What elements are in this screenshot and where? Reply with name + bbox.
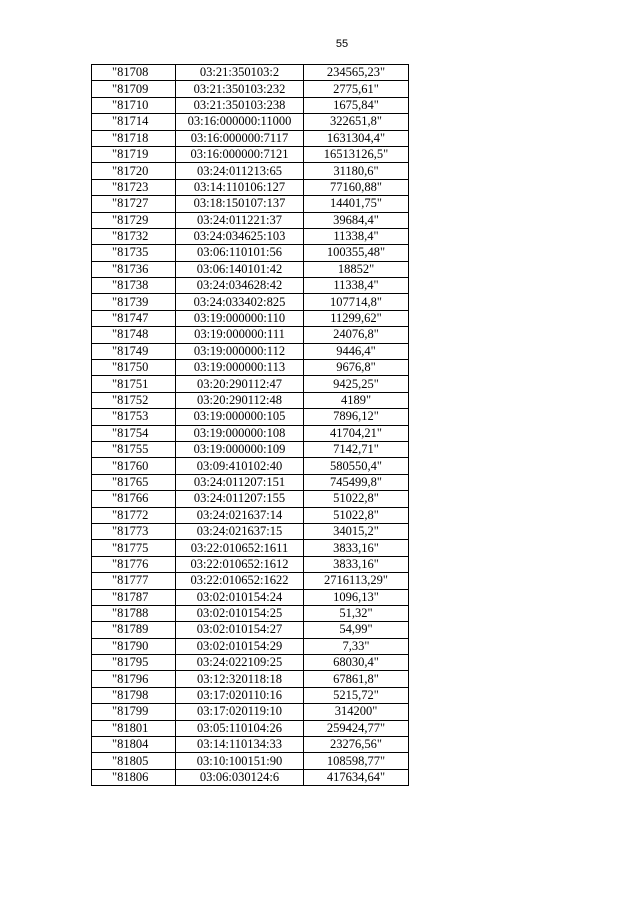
cadastral-number-cell: 03:06:140101:42	[176, 261, 304, 277]
value-cell: 745499,8"	[304, 474, 409, 490]
table-row	[92, 769, 409, 785]
cadastral-number-cell: 03:09:410102:40	[176, 458, 304, 474]
table-row	[92, 327, 409, 343]
value-cell: 2775,61"	[304, 81, 409, 97]
cadastral-number-cell: 03:24:011207:155	[176, 491, 304, 507]
value-cell: 68030,4"	[304, 655, 409, 671]
value-cell: 100355,48"	[304, 245, 409, 261]
record-id-cell: "81787	[92, 589, 176, 605]
record-id-cell: "81735	[92, 245, 176, 261]
value-cell: 4189"	[304, 392, 409, 408]
record-id-cell: "81806	[92, 769, 176, 785]
value-cell: 11299,62"	[304, 310, 409, 326]
record-id-cell: "81748	[92, 327, 176, 343]
table-row	[92, 622, 409, 638]
record-id-cell: "81749	[92, 343, 176, 359]
value-cell: 14401,75"	[304, 196, 409, 212]
record-id-cell: "81776	[92, 556, 176, 572]
record-id-cell: "81736	[92, 261, 176, 277]
table-row	[92, 556, 409, 572]
record-id-cell: "81799	[92, 704, 176, 720]
record-id-cell: "81709	[92, 81, 176, 97]
cadastral-number-cell: 03:24:034625:103	[176, 228, 304, 244]
cadastral-number-cell: 03:19:000000:110	[176, 310, 304, 326]
value-cell: 9425,25"	[304, 376, 409, 392]
record-id-cell: "81747	[92, 310, 176, 326]
cadastral-number-cell: 03:24:021637:15	[176, 523, 304, 539]
cadastral-number-cell: 03:22:010652:1622	[176, 573, 304, 589]
cadastral-number-cell: 03:16:000000:11000	[176, 114, 304, 130]
page-number: 55	[335, 38, 349, 50]
cadastral-number-cell: 03:24:011213:65	[176, 163, 304, 179]
value-cell: 11338,4"	[304, 228, 409, 244]
value-cell: 2716113,29"	[304, 573, 409, 589]
cadastral-number-cell: 03:14:110134:33	[176, 737, 304, 753]
cadastral-number-cell: 03:14:110106:127	[176, 179, 304, 195]
table-row	[92, 425, 409, 441]
value-cell: 9446,4"	[304, 343, 409, 359]
cadastral-number-cell: 03:16:000000:7117	[176, 130, 304, 146]
table-row	[92, 212, 409, 228]
cadastral-number-cell: 03:02:010154:25	[176, 605, 304, 621]
value-cell: 67861,8"	[304, 671, 409, 687]
value-cell: 51022,8"	[304, 491, 409, 507]
table-row	[92, 491, 409, 507]
cadastral-number-cell: 03:17:020110:16	[176, 687, 304, 703]
table-row	[92, 687, 409, 703]
value-cell: 54,99"	[304, 622, 409, 638]
value-cell: 24076,8"	[304, 327, 409, 343]
cadastral-number-cell: 03:10:100151:90	[176, 753, 304, 769]
value-cell: 34015,2"	[304, 523, 409, 539]
record-id-cell: "81805	[92, 753, 176, 769]
table-row	[92, 507, 409, 523]
record-id-cell: "81714	[92, 114, 176, 130]
record-id-cell: "81773	[92, 523, 176, 539]
table-row	[92, 245, 409, 261]
record-id-cell: "81777	[92, 573, 176, 589]
value-cell: 3833,16"	[304, 540, 409, 556]
cadastral-number-cell: 03:16:000000:7121	[176, 146, 304, 162]
cadastral-number-cell: 03:21:350103:232	[176, 81, 304, 97]
value-cell: 51022,8"	[304, 507, 409, 523]
cadastral-number-cell: 03:05:110104:26	[176, 720, 304, 736]
table-row	[92, 130, 409, 146]
cadastral-number-cell: 03:24:034628:42	[176, 278, 304, 294]
cadastral-number-cell: 03:02:010154:24	[176, 589, 304, 605]
value-cell: 107714,8"	[304, 294, 409, 310]
record-id-cell: "81718	[92, 130, 176, 146]
table-row	[92, 458, 409, 474]
record-id-cell: "81752	[92, 392, 176, 408]
cadastral-number-cell: 03:21:350103:2	[176, 65, 304, 81]
value-cell: 314200"	[304, 704, 409, 720]
table-row	[92, 409, 409, 425]
record-id-cell: "81798	[92, 687, 176, 703]
value-cell: 39684,4"	[304, 212, 409, 228]
record-id-cell: "81710	[92, 97, 176, 113]
table-row	[92, 737, 409, 753]
record-id-cell: "81723	[92, 179, 176, 195]
value-cell: 5215,72"	[304, 687, 409, 703]
table-row	[92, 474, 409, 490]
record-id-cell: "81720	[92, 163, 176, 179]
table-row	[92, 228, 409, 244]
record-id-cell: "81804	[92, 737, 176, 753]
value-cell: 9676,8"	[304, 360, 409, 376]
table-row	[92, 589, 409, 605]
table-row	[92, 753, 409, 769]
cadastral-number-cell: 03:19:000000:105	[176, 409, 304, 425]
record-id-cell: "81760	[92, 458, 176, 474]
cadastral-number-cell: 03:24:021637:14	[176, 507, 304, 523]
record-id-cell: "81751	[92, 376, 176, 392]
cadastral-number-cell: 03:19:000000:108	[176, 425, 304, 441]
value-cell: 322651,8"	[304, 114, 409, 130]
value-cell: 108598,77"	[304, 753, 409, 769]
cadastral-number-cell: 03:21:350103:238	[176, 97, 304, 113]
record-id-cell: "81753	[92, 409, 176, 425]
table-row	[92, 114, 409, 130]
record-id-cell: "81801	[92, 720, 176, 736]
table-row	[92, 261, 409, 277]
cadastral-number-cell: 03:22:010652:1611	[176, 540, 304, 556]
data-table	[91, 64, 409, 786]
value-cell: 580550,4"	[304, 458, 409, 474]
record-id-cell: "81739	[92, 294, 176, 310]
value-cell: 1631304,4"	[304, 130, 409, 146]
table-row	[92, 573, 409, 589]
cadastral-number-cell: 03:17:020119:10	[176, 704, 304, 720]
value-cell: 18852"	[304, 261, 409, 277]
table-row	[92, 704, 409, 720]
cadastral-number-cell: 03:20:290112:47	[176, 376, 304, 392]
cadastral-number-cell: 03:19:000000:111	[176, 327, 304, 343]
cadastral-number-cell: 03:19:000000:109	[176, 441, 304, 457]
cadastral-number-cell: 03:24:033402:825	[176, 294, 304, 310]
value-cell: 1675,84"	[304, 97, 409, 113]
table-row	[92, 655, 409, 671]
record-id-cell: "81708	[92, 65, 176, 81]
record-id-cell: "81738	[92, 278, 176, 294]
record-id-cell: "81727	[92, 196, 176, 212]
table-row	[92, 163, 409, 179]
table-row	[92, 310, 409, 326]
cadastral-number-cell: 03:18:150107:137	[176, 196, 304, 212]
table-row	[92, 720, 409, 736]
table-row	[92, 523, 409, 539]
table-row	[92, 392, 409, 408]
table-row	[92, 671, 409, 687]
value-cell: 11338,4"	[304, 278, 409, 294]
cadastral-number-cell: 03:06:110101:56	[176, 245, 304, 261]
value-cell: 234565,23"	[304, 65, 409, 81]
table-body	[92, 65, 409, 786]
value-cell: 31180,6"	[304, 163, 409, 179]
record-id-cell: "81750	[92, 360, 176, 376]
record-id-cell: "81772	[92, 507, 176, 523]
table-row	[92, 540, 409, 556]
record-id-cell: "81796	[92, 671, 176, 687]
record-id-cell: "81766	[92, 491, 176, 507]
value-cell: 259424,77"	[304, 720, 409, 736]
cadastral-number-cell: 03:22:010652:1612	[176, 556, 304, 572]
table-row	[92, 638, 409, 654]
record-id-cell: "81788	[92, 605, 176, 621]
value-cell: 7,33"	[304, 638, 409, 654]
table-row	[92, 360, 409, 376]
record-id-cell: "81732	[92, 228, 176, 244]
value-cell: 7896,12"	[304, 409, 409, 425]
cadastral-number-cell: 03:19:000000:113	[176, 360, 304, 376]
cadastral-number-cell: 03:24:011207:151	[176, 474, 304, 490]
value-cell: 7142,71"	[304, 441, 409, 457]
value-cell: 41704,21"	[304, 425, 409, 441]
record-id-cell: "81790	[92, 638, 176, 654]
cadastral-number-cell: 03:02:010154:29	[176, 638, 304, 654]
record-id-cell: "81775	[92, 540, 176, 556]
table-row	[92, 65, 409, 81]
cadastral-number-cell: 03:20:290112:48	[176, 392, 304, 408]
value-cell: 23276,56"	[304, 737, 409, 753]
record-id-cell: "81765	[92, 474, 176, 490]
table-row	[92, 343, 409, 359]
table-row	[92, 97, 409, 113]
record-id-cell: "81795	[92, 655, 176, 671]
table-row	[92, 441, 409, 457]
table-row	[92, 81, 409, 97]
value-cell: 417634,64"	[304, 769, 409, 785]
value-cell: 77160,88"	[304, 179, 409, 195]
table-row	[92, 179, 409, 195]
table-row	[92, 376, 409, 392]
cadastral-number-cell: 03:02:010154:27	[176, 622, 304, 638]
table-row	[92, 294, 409, 310]
record-id-cell: "81755	[92, 441, 176, 457]
table-row	[92, 278, 409, 294]
table-row	[92, 196, 409, 212]
cadastral-number-cell: 03:24:022109:25	[176, 655, 304, 671]
value-cell: 3833,16"	[304, 556, 409, 572]
record-id-cell: "81754	[92, 425, 176, 441]
cadastral-number-cell: 03:06:030124:6	[176, 769, 304, 785]
cadastral-number-cell: 03:19:000000:112	[176, 343, 304, 359]
record-id-cell: "81729	[92, 212, 176, 228]
cadastral-number-cell: 03:12:320118:18	[176, 671, 304, 687]
cadastral-number-cell: 03:24:011221:37	[176, 212, 304, 228]
record-id-cell: "81789	[92, 622, 176, 638]
value-cell: 51,32"	[304, 605, 409, 621]
table-row	[92, 146, 409, 162]
value-cell: 16513126,5"	[304, 146, 409, 162]
table-row	[92, 605, 409, 621]
value-cell: 1096,13"	[304, 589, 409, 605]
record-id-cell: "81719	[92, 146, 176, 162]
